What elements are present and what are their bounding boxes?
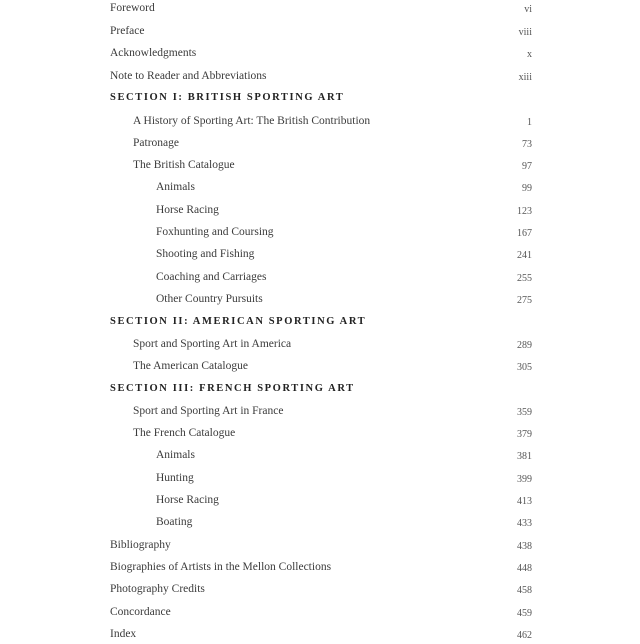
entry-title: Sport and Sporting Art in America <box>133 338 292 350</box>
page-number: 255 <box>517 273 532 284</box>
page-number: 305 <box>517 362 532 373</box>
entry-title: Foxhunting and Coursing <box>156 226 274 238</box>
page-number: 459 <box>517 608 532 619</box>
page-number: 462 <box>517 630 532 641</box>
page-number: 167 <box>517 228 532 239</box>
entry-title: Note to Reader and Abbreviations <box>110 70 267 82</box>
entry-title: Sport and Sporting Art in France <box>133 405 284 417</box>
entry-title: Concordance <box>110 606 171 618</box>
toc-entry <box>0 291 640 309</box>
entry-title: Photography Credits <box>110 583 205 595</box>
page-number: 1 <box>527 117 532 128</box>
page-number: 448 <box>517 563 532 574</box>
toc-entry <box>0 559 640 577</box>
entry-title: Foreword <box>110 2 155 14</box>
toc-entry <box>0 514 640 532</box>
page-number: 241 <box>517 250 532 261</box>
entry-title: Horse Racing <box>156 494 219 506</box>
entry-title: The French Catalogue <box>133 427 236 439</box>
toc-section-heading <box>0 90 640 108</box>
toc-entry <box>0 447 640 465</box>
toc-entry <box>0 0 640 18</box>
toc-entry <box>0 68 640 86</box>
page-number: 433 <box>517 518 532 529</box>
page-number: 97 <box>522 161 532 172</box>
section-title: SECTION I: BRITISH SPORTING ART <box>110 92 345 103</box>
entry-title: Animals <box>156 449 195 461</box>
toc-entry <box>0 135 640 153</box>
section-title: SECTION III: FRENCH SPORTING ART <box>110 383 355 394</box>
page-number: 381 <box>517 451 532 462</box>
toc-entry <box>0 425 640 443</box>
page-number: 399 <box>517 474 532 485</box>
entry-title: Patronage <box>133 137 179 149</box>
toc-entry <box>0 224 640 242</box>
page-number: x <box>527 49 532 60</box>
page-number: xiii <box>518 72 532 83</box>
page-number: 123 <box>517 206 532 217</box>
page-number: viii <box>518 27 532 38</box>
toc-entry <box>0 157 640 175</box>
toc-entry <box>0 604 640 622</box>
toc-entry <box>0 581 640 599</box>
toc-entry <box>0 269 640 287</box>
entry-title: The American Catalogue <box>133 360 248 372</box>
toc-entry <box>0 537 640 555</box>
page-number: 99 <box>522 183 532 194</box>
section-title: SECTION II: AMERICAN SPORTING ART <box>110 316 367 327</box>
toc-entry <box>0 358 640 376</box>
entry-title: Acknowledgments <box>110 47 197 59</box>
toc-entry <box>0 626 640 644</box>
entry-title: Animals <box>156 181 195 193</box>
entry-title: Index <box>110 628 137 640</box>
toc-entry <box>0 492 640 510</box>
page-number: 289 <box>517 340 532 351</box>
toc-section-heading <box>0 314 640 332</box>
page-number: 438 <box>517 541 532 552</box>
entry-title: Coaching and Carriages <box>156 271 267 283</box>
entry-title: Shooting and Fishing <box>156 248 255 260</box>
toc-entry <box>0 113 640 131</box>
toc-entry <box>0 45 640 63</box>
entry-title: Biographies of Artists in the Mellon Collections <box>110 561 332 573</box>
entry-title: Horse Racing <box>156 204 219 216</box>
entry-title: Other Country Pursuits <box>156 293 263 305</box>
page-number: vi <box>524 4 532 15</box>
entry-title: Hunting <box>156 472 194 484</box>
toc-entry <box>0 470 640 488</box>
toc-entry <box>0 246 640 264</box>
page-number: 379 <box>517 429 532 440</box>
entry-title: A History of Sporting Art: The British Contribution <box>133 115 371 127</box>
toc-entry <box>0 179 640 197</box>
toc-entry <box>0 202 640 220</box>
entry-title: The British Catalogue <box>133 159 235 171</box>
page-number: 359 <box>517 407 532 418</box>
page-number: 275 <box>517 295 532 306</box>
page-number: 73 <box>522 139 532 150</box>
entry-title: Bibliography <box>110 539 171 551</box>
toc-section-heading <box>0 381 640 399</box>
entry-title: Preface <box>110 25 145 37</box>
page-number: 413 <box>517 496 532 507</box>
page-number: 458 <box>517 585 532 596</box>
toc-entry <box>0 403 640 421</box>
entry-title: Boating <box>156 516 193 528</box>
toc-entry <box>0 336 640 354</box>
toc-entry <box>0 23 640 41</box>
